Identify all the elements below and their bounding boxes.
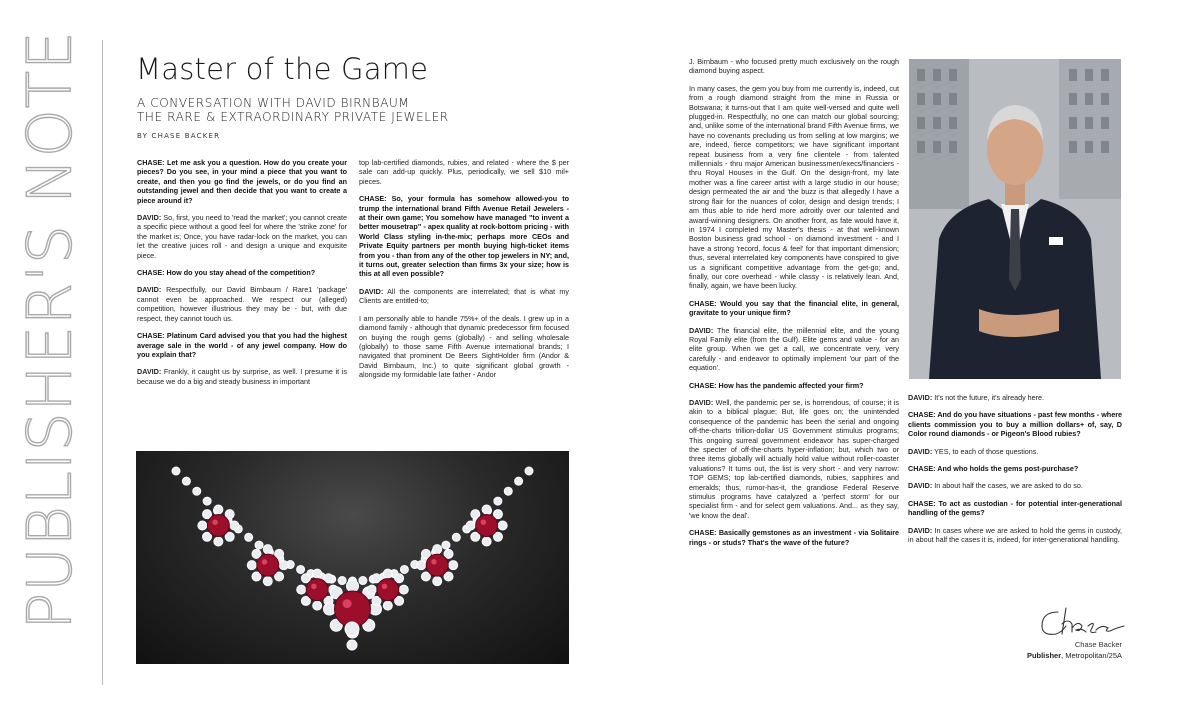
diamond-halo-stone (444, 572, 453, 581)
interview-question: CHASE: How has the pandemic affected your firm? (689, 380, 864, 390)
diamond-halo-stone (247, 561, 256, 570)
diamond-halo-stone (275, 549, 284, 558)
diamond-halo-stone (252, 572, 261, 581)
diamond-halo-stone (399, 585, 408, 594)
speaker-label: DAVID: (908, 525, 933, 535)
article-byline: BY CHASE BACKER (137, 132, 221, 140)
diamond-halo-stone (275, 572, 284, 581)
answer-text: Well, the pandemic per se, is horrendous, of course; it is akin to a biblical plague; But, life goes on; the unintended consequence of the pandemic has been the serial and ongoing off-the-charts trillion-dollar US Government stimulus programs; This ongoing surreal government endeavor has super-charged the specter of off-the-charts hyper-inflation; but, which two or three items globally will actually hold value without roller-coaster valuations? It turns out, the list is very short - and very narrow: TOP GEMS; top lab-certified diamonds, rubies, sapphires and emeralds; thus, rumor-has-it, the grandiose Federal Reserve stimulus programs have catalyzed a 'perfect storm' for our specialist firm - and for select gem valuations. And... as they say, 'we know the deal'. (689, 398, 899, 520)
interview-question: CHASE: So, your formula has somehow allowed-you to trump the international brand Fifth Avenue Retail Jewelers - at their own game; You somehow have managed "to invent a better mousetrap" - apex quality at rock-bottom pricing - with World Class styling in-the-mix; perhaps more CEOs and Private Equity partners per month buying high-ticket items from you - than from any of the other top jewelers in NY; and, it turns out, greater selection than firms 3x your size; how is this at all even possible? (359, 194, 569, 279)
article-subtitle (137, 96, 557, 124)
diamond-halo-stone (203, 532, 212, 541)
diamond-halo-stone (421, 572, 430, 581)
answer-text: J. Birnbaum - who focused pretty much exclusively on the rough diamond buying aspect. (689, 57, 899, 76)
diamond-halo-stone (383, 569, 392, 578)
publishers-note-spine (0, 0, 100, 727)
diamond-halo-stone (297, 585, 306, 594)
ruby-stone (476, 514, 498, 536)
diamond-halo-stone (214, 505, 223, 514)
answer-text: In cases where we are asked to hold the gems in custody, in about half the cases it is, indeed, for inter-generational handling. (908, 525, 1122, 545)
interview-answer (137, 213, 347, 260)
diamond-halo-stone (372, 574, 381, 583)
text-column-4 (908, 393, 1122, 552)
diamond-halo-stone (230, 521, 239, 530)
ruby-highlight (481, 519, 487, 525)
interview-answer (908, 481, 1122, 490)
portrait-photo (909, 59, 1121, 379)
speaker-label: DAVID: (689, 325, 714, 335)
diamond-halo-stone (279, 561, 288, 570)
diamond-halo-stone (301, 574, 310, 583)
diamond-halo-stone (347, 580, 359, 592)
diamond-stone (338, 577, 346, 585)
diamond-drop (347, 640, 357, 650)
signature-name: Chase Backer (1074, 640, 1122, 649)
interview-question: CHASE: Basically gemstones as an investment - via Solitaire rings - or studs? That's the wave of the future? (689, 528, 899, 547)
diamond-halo-stone (367, 585, 376, 594)
diamond-halo-stone (417, 561, 426, 570)
answer-text: The financial elite, the millennial elite, and the young Royal Family elite (from the Gulf). Elite gems and value - for an elite group. When we get a call, we concentrate very, very carefully - and endeavor to optimally implement 'our part of the equation'. (689, 325, 899, 373)
speaker-label: DAVID: (908, 446, 933, 456)
diamond-stone (400, 565, 408, 573)
spine-title: PUBLISHER'S NOTE (14, 30, 86, 630)
diamond-halo-stone (444, 549, 453, 558)
diamond-halo-stone (214, 537, 223, 546)
speaker-label: DAVID: (137, 367, 162, 377)
text-column-3 (689, 57, 899, 555)
diamond-halo-stone (225, 510, 234, 519)
diamond-halo-stone (313, 601, 322, 610)
ruby-highlight (311, 584, 317, 590)
interview-answer (137, 367, 347, 386)
diamond-stone (172, 467, 180, 475)
diamond-halo-stone (498, 521, 507, 530)
answer-text: YES, to each of those questions. (932, 446, 1039, 456)
interview-answer (908, 447, 1122, 456)
interview-answer (689, 398, 899, 520)
diamond-halo-stone (482, 537, 491, 546)
speaker-label: DAVID: (359, 286, 384, 296)
diamond-halo-stone (252, 549, 261, 558)
ruby-stone (306, 579, 328, 601)
diamond-halo-stone (433, 577, 442, 586)
article-title: Master of the Game (136, 52, 429, 86)
answer-text: I am personally able to handle 75%+ of the deals. I grew up in a diamond family - although that dynamic predecessor firm focused on buying the rough gems (globally) - and selling wholesale (globally) to those same Fifth Avenue international brands; I navigated that prominent De Beers SightHolder firm (Andor & David Birnbaum, Inc.) to quite significant global growth - alongside my formidable late father - Andor (359, 313, 569, 380)
answer-text: Frankly, it caught us by surprise, as well. I presume it is because we do a big and steady business in important (137, 367, 347, 386)
diamond-halo-stone (482, 505, 491, 514)
diamond-stone (515, 477, 523, 485)
diamond-halo-stone (421, 549, 430, 558)
diamond-halo-stone (301, 596, 310, 605)
speaker-label: DAVID: (137, 285, 162, 295)
diamond-halo-stone (471, 510, 480, 519)
diamond-drop (345, 622, 359, 636)
diamond-stone (452, 533, 460, 541)
diamond-stone (245, 533, 253, 541)
ruby-stone (257, 554, 279, 576)
diamond-halo-stone (395, 596, 404, 605)
ruby-highlight (431, 559, 437, 565)
speaker-label: DAVID: (908, 393, 933, 402)
diamond-stone (255, 541, 263, 549)
answer-text: So, first, you need to 'read the market'; you cannot create a specific piece without a good feel for where the 'strike zone' for the market is; Once, you have radar-lock on the market, you can let the creative juices roll - and design a unique and exquisite piece. (137, 213, 347, 260)
interview-answer (908, 393, 1122, 402)
interview-question: CHASE: How do you stay ahead of the competition? (137, 268, 316, 278)
interview-answer (689, 57, 899, 76)
diamond-stone (494, 497, 502, 505)
diamond-halo-stone (324, 574, 333, 583)
diamond-stone (442, 541, 450, 549)
speaker-label: DAVID: (689, 398, 714, 407)
interview-question: CHASE: Would you say that the financial elite, in general, gravitate to your unique firm? (689, 298, 899, 318)
interview-question: CHASE: Platinum Card advised you that you had the highest average sale in the world - of any jewel company. How do you explain that? (137, 331, 347, 359)
ruby-stone (426, 554, 448, 576)
diamond-stone (297, 565, 305, 573)
answer-text: top lab-certified diamonds, rubies, and related - where the $ per sale can add-up quickly. Plus, periodically, we sell $10 mil+ pieces. (359, 158, 569, 186)
interview-answer (689, 84, 899, 291)
diamond-halo-stone (466, 521, 475, 530)
ruby-stone (207, 514, 229, 536)
subtitle-line-1: A CONVERSATION WITH DAVID BIRNBAUM (137, 96, 410, 110)
signature-title-rest: , Metropolitan/25A (1061, 651, 1122, 660)
necklace-illustration (136, 451, 569, 664)
interview-answer (689, 326, 899, 373)
diamond-halo-stone (449, 561, 458, 570)
diamond-stone (359, 577, 367, 585)
interview-answer (359, 287, 569, 306)
diamond-stone (182, 477, 190, 485)
ruby-stone (377, 579, 399, 601)
ruby-highlight (262, 559, 268, 565)
diamond-halo-stone (493, 532, 502, 541)
diamond-halo-stone (493, 510, 502, 519)
interview-answer (359, 158, 569, 186)
diamond-halo-stone (395, 574, 404, 583)
diamond-halo-stone (263, 577, 272, 586)
diamond-halo-stone (198, 521, 207, 530)
interview-answer (359, 314, 569, 380)
diamond-stone (504, 487, 512, 495)
signature-title-bold: Publisher (1026, 651, 1062, 660)
text-column-1 (137, 158, 347, 394)
interview-question: CHASE: Let me ask you a question. How do you create your pieces? Do you see, in your mind a piece that you want to create, and then you go find the jewels, or do you find an outstanding jewel and then decide that you want to create a piece around it? (137, 158, 347, 205)
diamond-halo-stone (471, 532, 480, 541)
speaker-label: DAVID: (137, 213, 162, 223)
answer-text: Respectfully, our David Birnbaum / Rare1 'package' cannot even be approached. We respect our (alleged) competition, however illustrious they may be - but, with due respect, they cannot touch us. (137, 285, 347, 323)
portrait-illustration (909, 59, 1121, 379)
speaker-label: DAVID: (908, 481, 933, 491)
diamond-halo-stone (225, 532, 234, 541)
diamond-halo-stone (324, 603, 336, 615)
answer-text: In many cases, the gem you buy from me currently is, indeed, cut from a rough diamond straight from the mine in Russia or Botswana; it turns-out that I am quite well-versed and quite well plugged-in. Respectfully, no one can match our global sourcing; and, unlike some of the international brand Fifth Avenue firms, we have no covenants precluding us from selling at low margins; we are, indeed, fierce competitors; we have significant important repeat business from a very fine clientele - from talented millennials - thru major American businessmen/execs/financiers - thru Royal Houses in the Gulf. On the design-front, my late mother was a fine career artist with a large studio in our house; design permeated the air and 'the buzz is that allegedly I have a strong flair for the nuances of color, design and design trends; I am thus able to ride herd more adroitly over our talented and award-winning designers. On another front, as fate would have it, in 1974 I completed my Master's thesis - at that well-known Boston business grad school - on diamond investment - and I have a strong 'record, focus & feel' for that important dimension; thus, several interrelated key components have conspired to give us a significant competitive advantage from the get-go; and, finally, our core overhead - while classy - is relatively lean. And, finally, again, we have been lucky. (689, 83, 899, 291)
diamond-stone (525, 467, 533, 475)
ruby-highlight (343, 599, 352, 608)
answer-text: All the components are interrelated; that is what my Clients are entitled-to; (359, 286, 569, 306)
diamond-halo-stone (372, 596, 381, 605)
handwritten-signature (1036, 598, 1126, 642)
diamond-halo-stone (263, 545, 272, 554)
ruby-necklace-photo (136, 451, 569, 664)
interview-question: CHASE: And do you have situations - past few months - where clients commission you to buy a million dollars+ of, say, D Color round diamonds - or Pigeon's Blood rubies? (908, 410, 1122, 439)
interview-answer (908, 526, 1122, 545)
diamond-halo-stone (433, 545, 442, 554)
subtitle-line-2: THE RARE & EXTRAORDINARY PRIVATE JEWELER (137, 110, 449, 124)
diamond-stone (193, 487, 201, 495)
diamond-stone (203, 497, 211, 505)
spine-divider (102, 40, 103, 685)
interview-question: CHASE: To act as custodian - for potential inter-generational handling of the gems? (908, 498, 1122, 518)
diamond-halo-stone (383, 601, 392, 610)
diamond-halo-stone (313, 569, 322, 578)
answer-text: It's not the future, it's already here. (932, 393, 1045, 402)
answer-text: In about half the cases, we are asked to do so. (932, 481, 1083, 491)
ruby-highlight (212, 519, 218, 525)
signature-title (1027, 651, 1122, 660)
text-column-2 (359, 158, 569, 388)
interview-answer (137, 285, 347, 323)
diamond-halo-stone (203, 510, 212, 519)
ruby-highlight (382, 584, 388, 590)
interview-question: CHASE: And who holds the gems post-purchase? (908, 464, 1079, 474)
